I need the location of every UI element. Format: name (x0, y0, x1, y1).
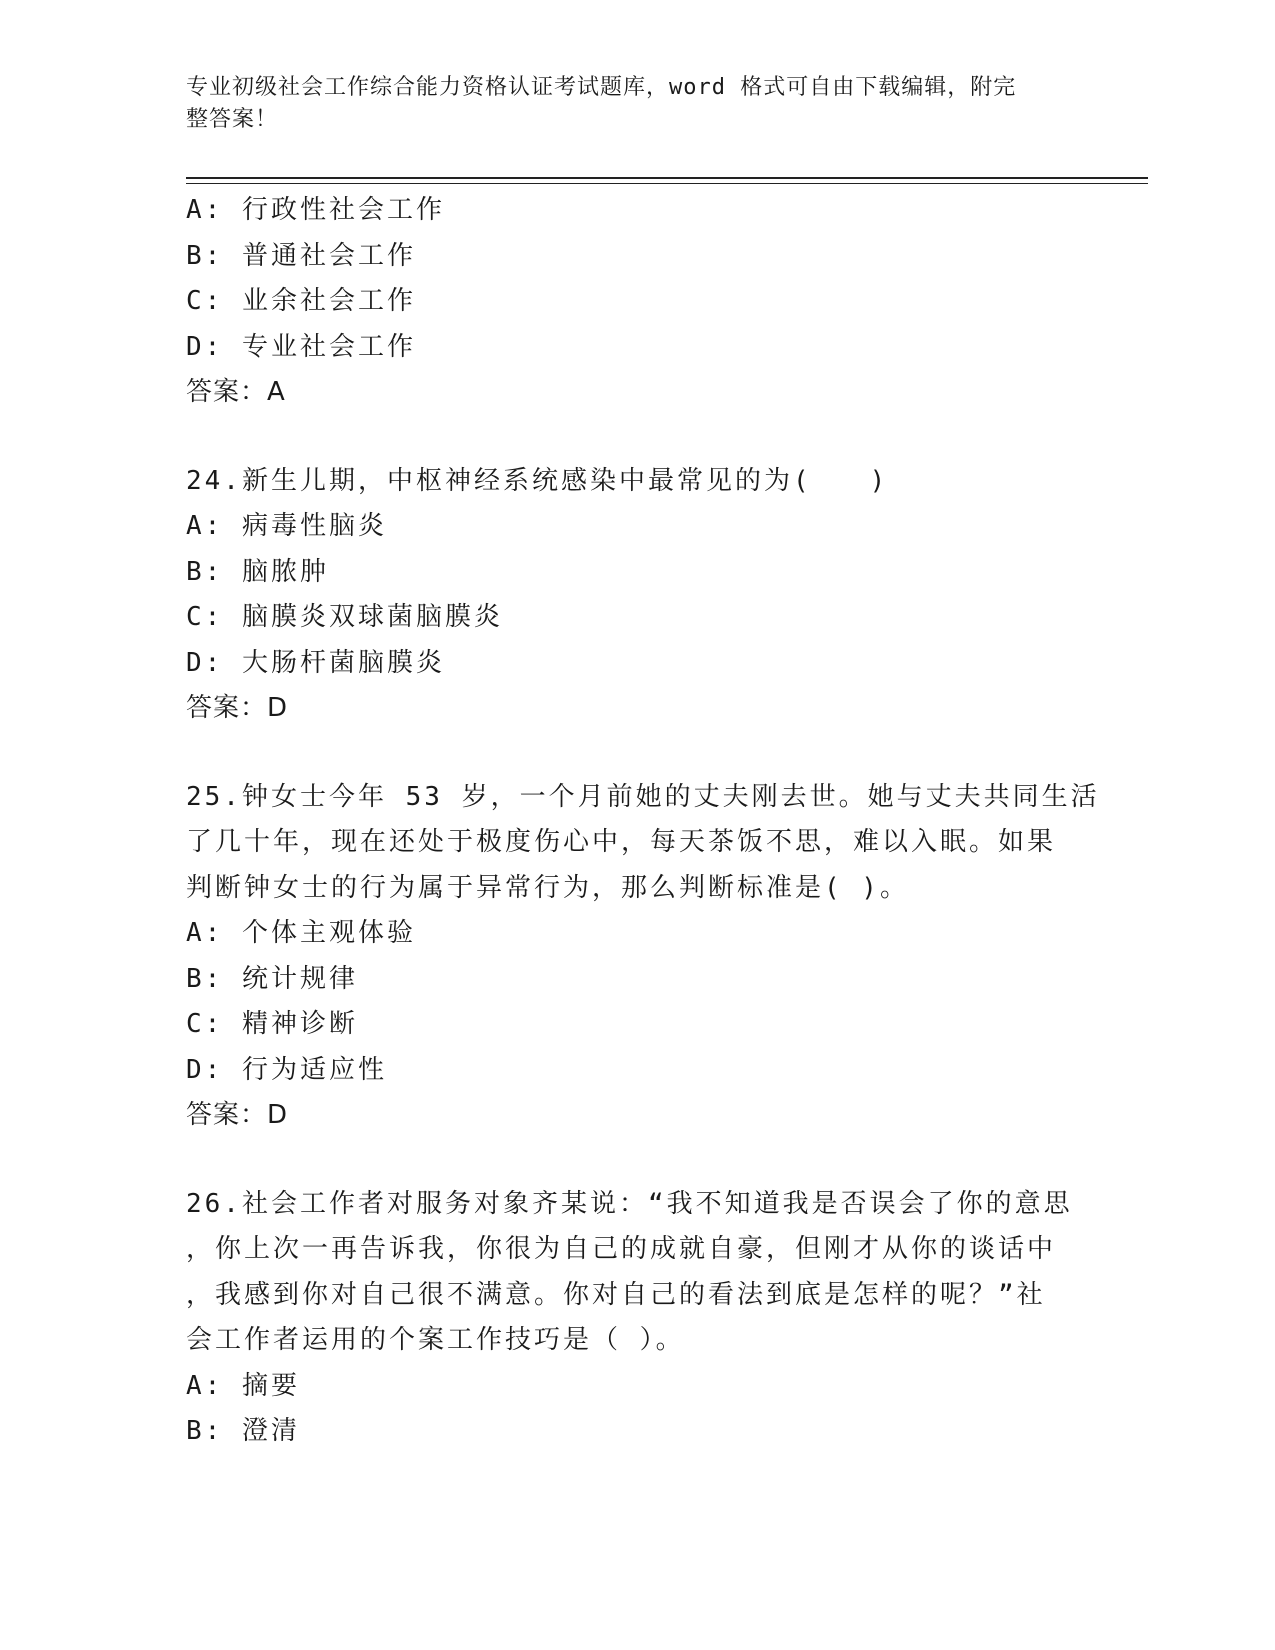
question-stem-line-1: 25.钟女士今年 53 岁，一个月前她的丈夫刚去世。她与丈夫共同生活 (186, 781, 1100, 812)
question-block-24 (186, 459, 1086, 732)
option-d: D: 大肠杆菌脑膜炎 (186, 647, 445, 678)
answer-line: 答案：A (186, 377, 286, 407)
question-block-25 (186, 775, 1100, 1139)
option-c: C: 脑膜炎双球菌脑膜炎 (186, 602, 503, 632)
option-a: A: 摘要 (186, 1370, 300, 1401)
option-b: B: 澄清 (186, 1416, 300, 1446)
question-stem-line-2: ，你上次一再告诉我，你很为自己的成就自豪，但刚才从你的谈话中 (186, 1234, 1057, 1264)
option-c: C: 业余社会工作 (186, 286, 416, 316)
spacer (186, 416, 1086, 459)
header-note-line-1: 专业初级社会工作综合能力资格认证考试题库，word 格式可自由下载编辑，附完 (186, 75, 1017, 100)
option-c: C: 精神诊断 (186, 1009, 358, 1039)
question-stem-line-4: 会工作者运用的个案工作技巧是（ ）。 (186, 1325, 685, 1355)
question-stem: 24.新生儿期，中枢神经系统感染中最常见的为( ) (186, 465, 889, 496)
question-block-prev (186, 188, 1086, 416)
header-note-line-2: 整答案！ (186, 107, 279, 132)
option-a: A: 个体主观体验 (186, 918, 416, 948)
header-divider-thin (186, 183, 1148, 184)
answer-line: 答案：D (186, 693, 289, 723)
question-stem-line-3: 判断钟女士的行为属于异常行为，那么判断标准是( )。 (186, 872, 909, 903)
option-b: B: 统计规律 (186, 963, 358, 994)
answer-line: 答案：D (186, 1100, 289, 1130)
header-note (186, 72, 1066, 136)
option-a: A: 病毒性脑炎 (186, 511, 387, 541)
question-stem-line-3: ，我感到你对自己很不满意。你对自己的看法到底是怎样的呢？”社 (186, 1279, 1046, 1310)
question-stem-line-1: 26.社会工作者对服务对象齐某说：“我不知道我是否误会了你的意思 (186, 1188, 1073, 1219)
question-list (186, 188, 1100, 1455)
option-d: D: 专业社会工作 (186, 331, 416, 362)
header-divider-thick (186, 177, 1148, 179)
question-stem-line-2: 了几十年，现在还处于极度伤心中，每天茶饭不思，难以入眠。如果 (186, 827, 1057, 857)
spacer (186, 1139, 1086, 1182)
question-block-26 (186, 1182, 1086, 1455)
option-d: D: 行为适应性 (186, 1054, 387, 1085)
option-b: B: 普通社会工作 (186, 240, 416, 271)
spacer (186, 732, 1086, 775)
option-b: B: 脑脓肿 (186, 556, 329, 587)
option-a: A: 行政性社会工作 (186, 195, 445, 225)
